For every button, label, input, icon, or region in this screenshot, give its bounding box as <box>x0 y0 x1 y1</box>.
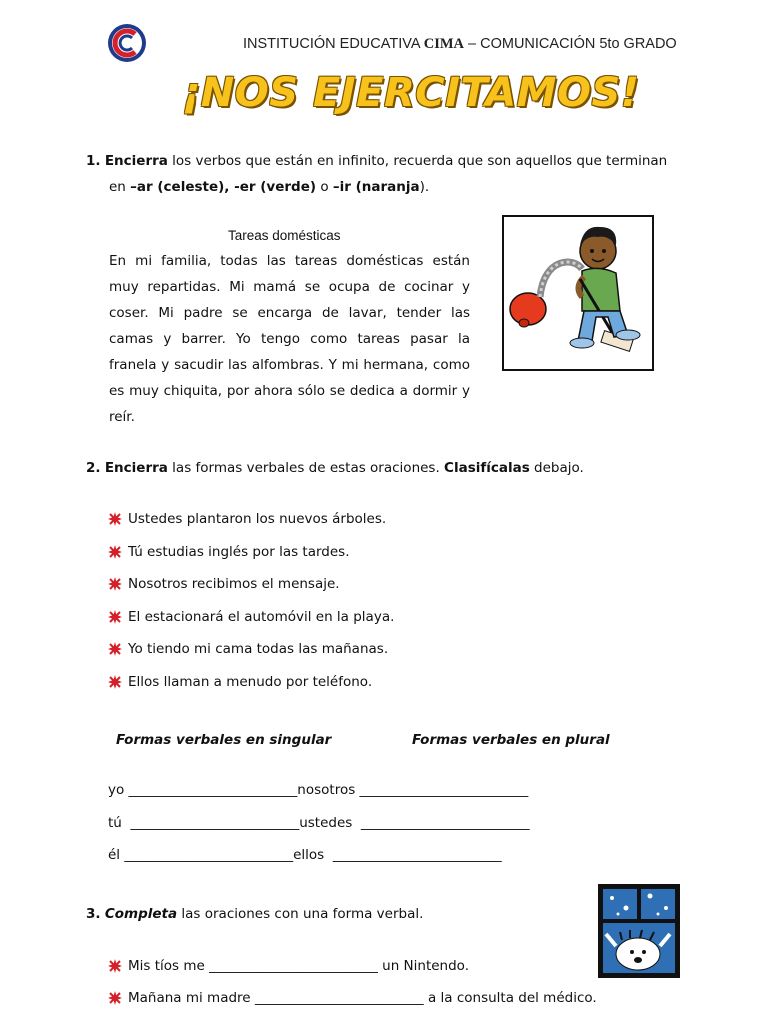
answer-blank[interactable]: _________________________ <box>360 815 530 831</box>
list-item: Mañana mi madre _________________________ a la consulta del médico. <box>108 987 597 1019</box>
list-item: El estacionará el automóvil en la playa. <box>108 606 394 639</box>
fill-row: tú _________________________ustedes _________________________ <box>108 815 530 831</box>
star-bullet-icon <box>108 959 122 973</box>
vacuum-boy-illustration <box>502 215 654 371</box>
star-bullet-icon <box>108 991 122 1005</box>
list-item: Tú estudias inglés por las tardes. <box>108 541 394 574</box>
answer-blank[interactable]: _________________________ <box>209 958 378 974</box>
question-1: 1. Encierra los verbos que están en infinito, recuerda que son aquellos que terminan <box>86 153 668 169</box>
list-item: Ellos llaman a menudo por teléfono. <box>108 671 394 704</box>
page-title: ¡NOS EJERCITAMOS! <box>182 70 640 116</box>
plural-heading: Formas verbales en plural <box>412 732 610 748</box>
story-title: Tareas domésticas <box>228 228 341 243</box>
fill-row: él _________________________ellos _________________________ <box>108 847 502 863</box>
boy-vacuuming-icon <box>504 217 652 369</box>
snow-window-illustration <box>598 884 680 978</box>
list-item: Yo tiendo mi cama todas las mañanas. <box>108 638 394 671</box>
answer-blank[interactable]: _________________________ <box>332 847 502 863</box>
answer-blank[interactable]: _________________________ <box>359 782 529 798</box>
sentence-list <box>108 508 394 703</box>
list-item: Mis tíos me _________________________ un Nintendo. <box>108 955 597 987</box>
star-bullet-icon <box>108 610 122 624</box>
question-1-line2: en –ar (celeste), -er (verde) o –ir (naranja). <box>109 179 430 195</box>
question-2: 2. Encierra las formas verbales de estas oraciones. Clasifícalas debajo. <box>86 460 584 476</box>
answer-blank[interactable]: _________________________ <box>130 815 300 831</box>
brand-name: CIMA <box>423 36 465 52</box>
page-header: INSTITUCIÓN EDUCATIVA CIMA – COMUNICACIÓN 5to GRADO <box>243 36 677 52</box>
singular-heading: Formas verbales en singular <box>116 732 332 748</box>
child-window-icon <box>598 884 680 978</box>
list-item: Ustedes plantaron los nuevos árboles. <box>108 508 394 541</box>
school-logo <box>106 22 148 64</box>
answer-blank[interactable]: _________________________ <box>124 847 294 863</box>
answer-blank[interactable]: _________________________ <box>254 990 424 1006</box>
star-bullet-icon <box>108 577 122 591</box>
story-text: En mi familia, todas las tareas domésticas están muy repartidas. Mi mamá se ocupa de cocinar y coser. Mi padre se encarga de lavar, tender las camas y barrer. Yo tengo como tareas pasar la franela y sacudir las alfombras. Y mi hermana, como es muy chiquita, por ahora sólo se dedica a dormir y reír. <box>109 253 470 425</box>
fill-row: yo _________________________nosotros _________________________ <box>108 782 529 798</box>
answer-blank[interactable]: _________________________ <box>128 782 298 798</box>
star-bullet-icon <box>108 675 122 689</box>
star-bullet-icon <box>108 512 122 526</box>
star-bullet-icon <box>108 642 122 656</box>
star-bullet-icon <box>108 545 122 559</box>
completion-list <box>108 955 597 1019</box>
question-3: 3. Completa las oraciones con una forma verbal. <box>86 906 424 922</box>
list-item: Nosotros recibimos el mensaje. <box>108 573 394 606</box>
